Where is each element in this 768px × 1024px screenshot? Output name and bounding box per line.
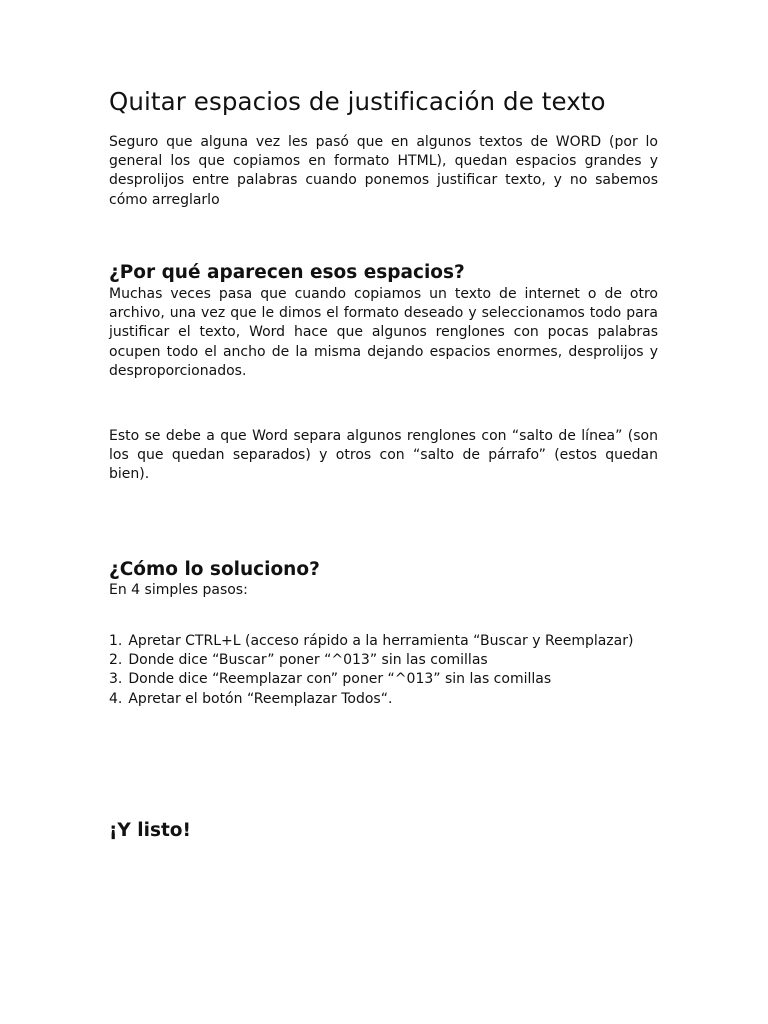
why-paragraph-1: Muchas veces pasa que cuando copiamos un texto de internet o de otro archivo, una vez que le dimos el formato deseado y seleccionamos todo para justificar el texto, Word hace que algunos renglones con pocas palabras ocupen todo el ancho de la misma dejando espacios enormes, desprolijos y desproporcionados. <box>109 286 658 379</box>
closing-heading: ¡Y listo! <box>109 820 191 841</box>
why-paragraph-2: Esto se debe a que Word separa algunos renglones con “salto de línea” (son los que quedan separados) y otros con “salto de párrafo” (estos quedan bien). <box>109 428 658 483</box>
intro-paragraph: Seguro que alguna vez les pasó que en algunos textos de WORD (por lo general los que copiamos en formato HTML), quedan espacios grandes y desprolijos entre palabras cuando ponemos justificar texto, y no sabemos cómo arreglarlo <box>109 134 658 208</box>
step-text: Donde dice “Buscar” poner “^013” sin las comillas <box>128 652 488 669</box>
document-title: Quitar espacios de justificación de texto <box>109 87 606 116</box>
step-number: 4. <box>109 690 123 707</box>
step-number: 2. <box>109 652 123 669</box>
step-number: 1. <box>109 633 123 649</box>
steps-subtitle: En 4 simples pasos: <box>109 582 248 598</box>
steps-list <box>109 632 658 709</box>
step-text: Apretar el botón “Reemplazar Todos“. <box>128 690 393 707</box>
step-text: Donde dice “Reemplazar con” poner “^013” sin las comillas <box>128 671 552 688</box>
step-item <box>109 632 658 651</box>
heading-how-to-fix: ¿Cómo lo soluciono? <box>109 559 320 580</box>
step-item <box>109 670 658 689</box>
heading-why-spaces: ¿Por qué aparecen esos espacios? <box>109 262 465 283</box>
step-item <box>109 651 658 670</box>
step-number: 3. <box>109 671 123 688</box>
step-item <box>109 690 658 709</box>
step-text: Apretar CTRL+L (acceso rápido a la herramienta “Buscar y Reemplazar) <box>128 633 634 649</box>
